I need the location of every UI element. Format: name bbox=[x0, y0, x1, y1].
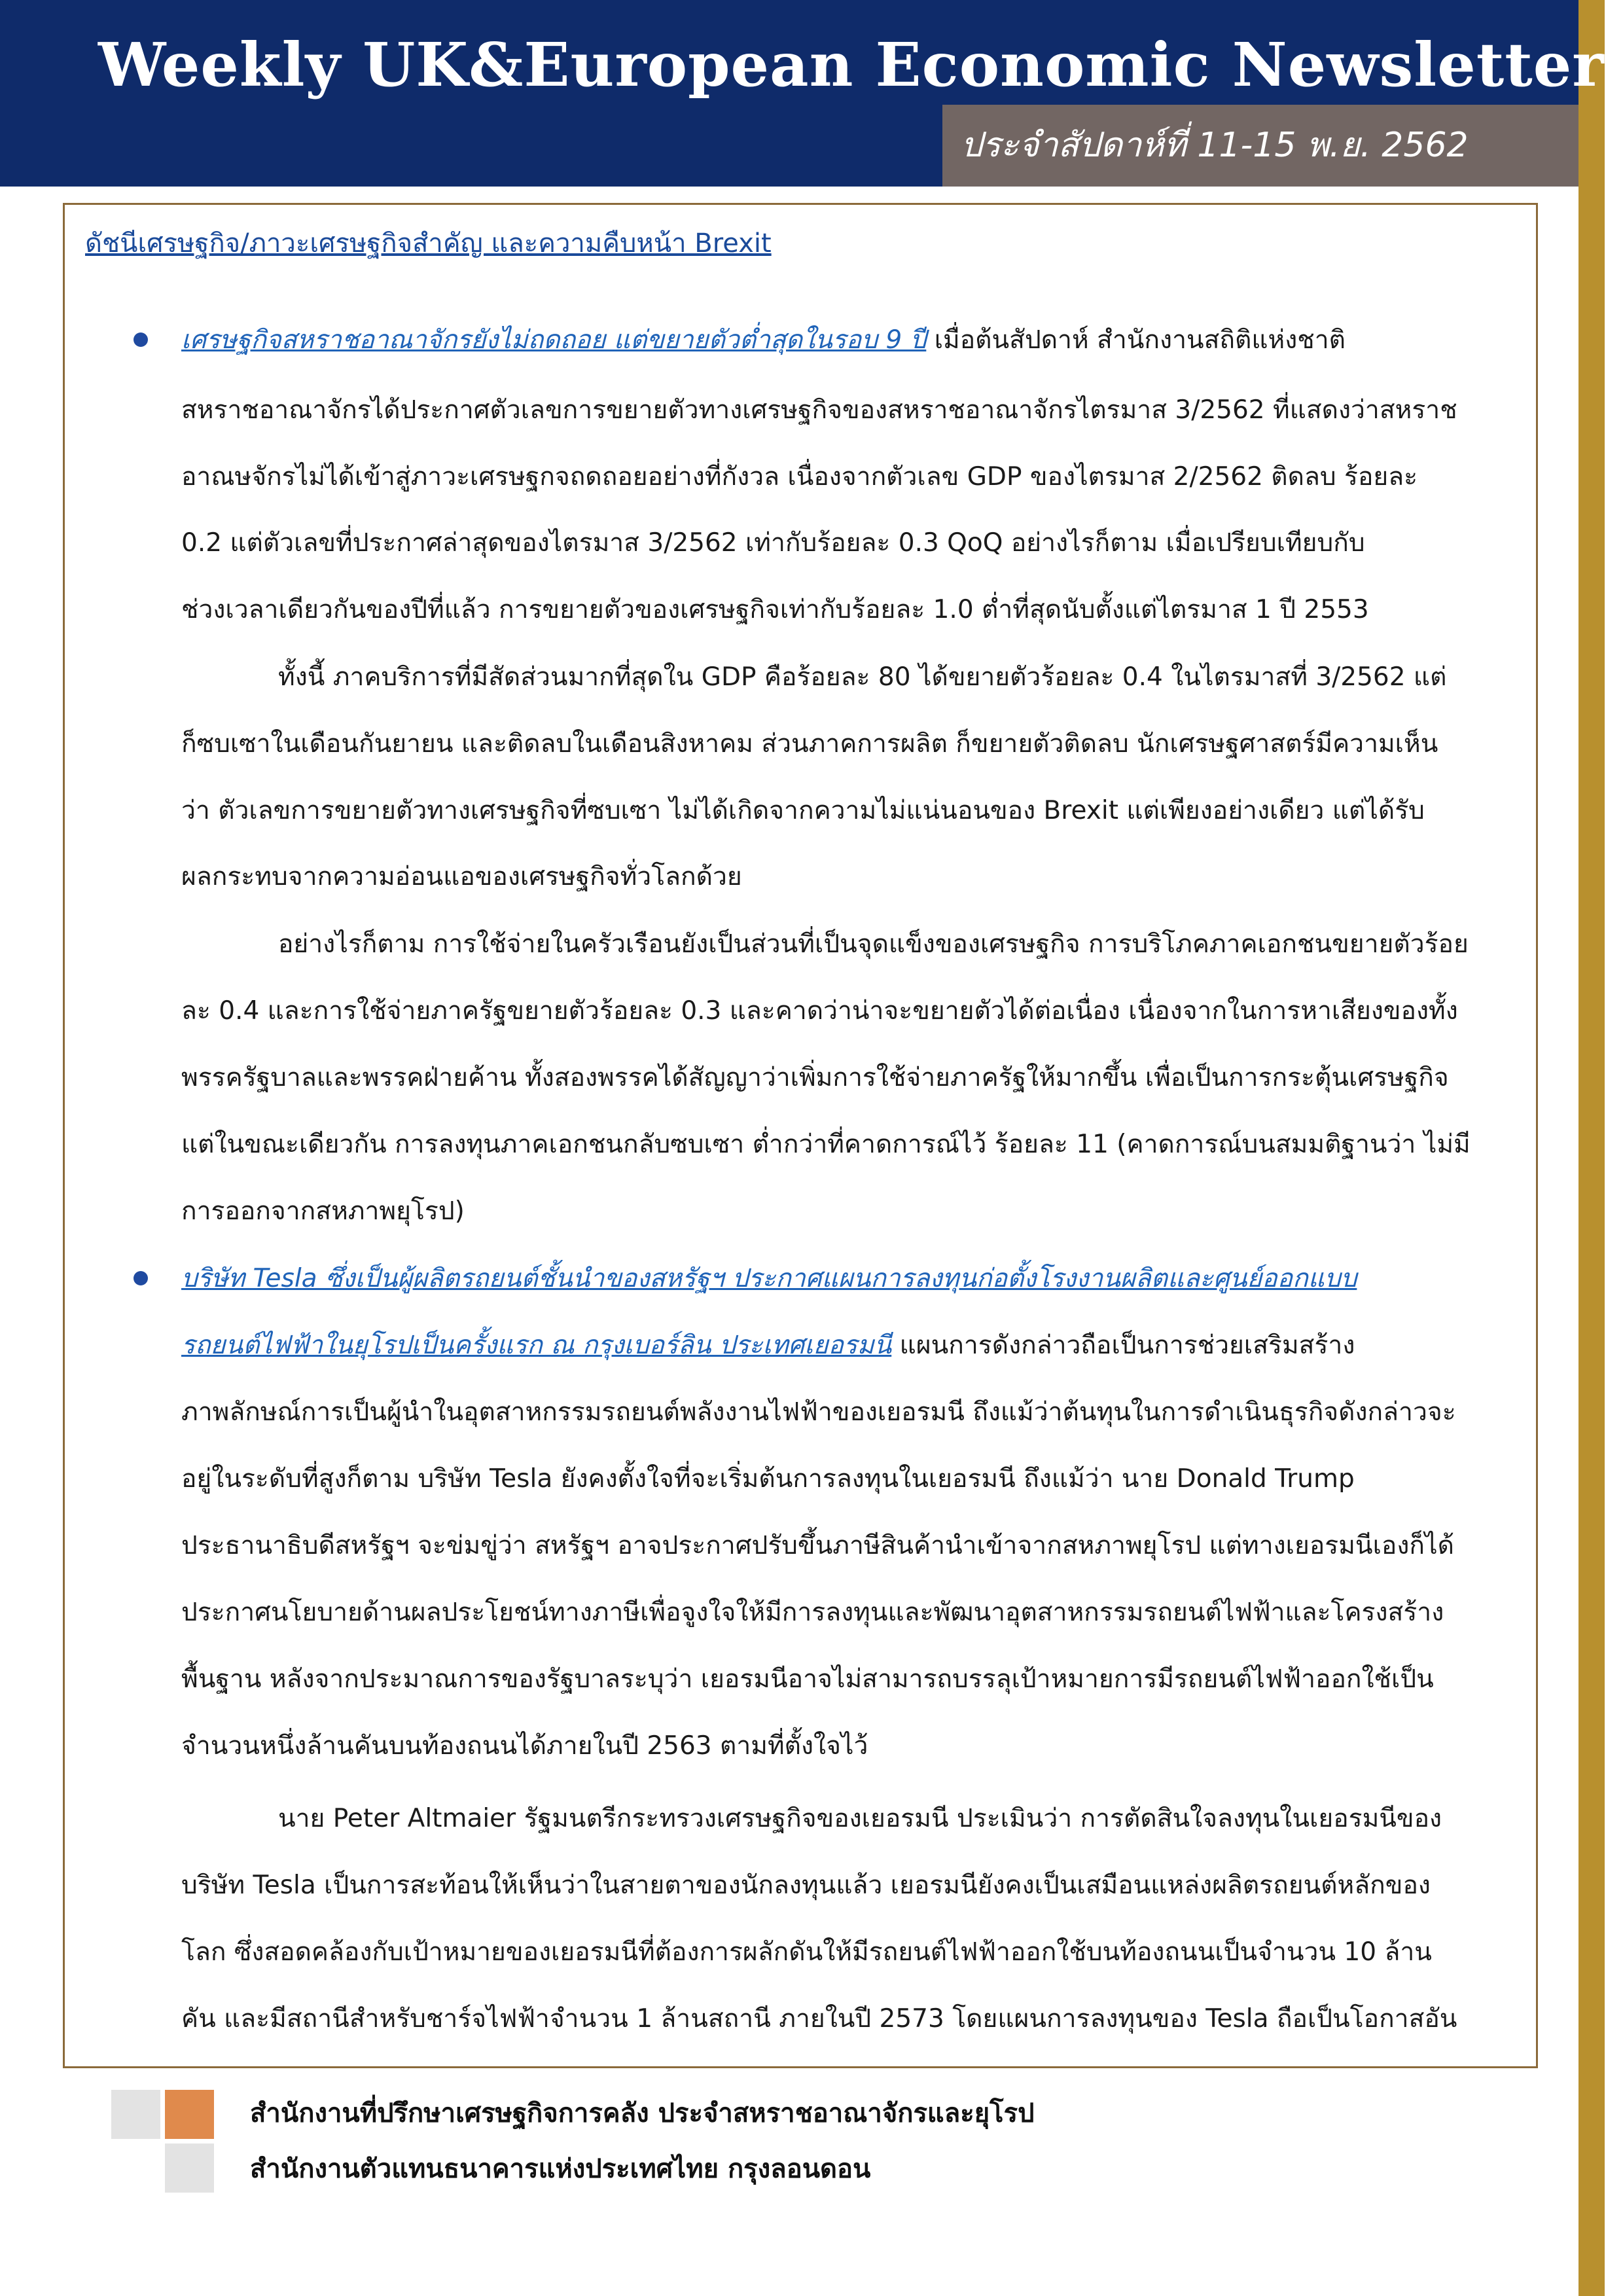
gold-side-stripe bbox=[1578, 0, 1605, 2296]
body-line: คัน และมีสถานีสำหรับชาร์จไฟฟ้าจำนวน 1 ล้านสถานี ภายในปี 2573 โดยแผนการลงทุนของ Tesla ถือเป็นโอกาสอัน bbox=[181, 2004, 1457, 2034]
body-line: แต่ในขณะเดียวกัน การลงทุนภาคเอกชนกลับซบเซา ต่ำกว่าที่คาดการณ์ไว้ ร้อยละ 11 (คาดการณ์บนสมมติฐานว่า ไม่มี bbox=[181, 1130, 1471, 1159]
item-2-headline-line-1 bbox=[181, 1259, 1357, 1299]
body-line: ก็ซบเซาในเดือนกันยายน และติดลบในเดือนสิงหาคม ส่วนภาคการผลิต ก็ขยายตัวติดลบ นักเศรษฐศาสตร์มีความเห็น bbox=[181, 729, 1438, 759]
body-line: นาย Peter Altmaier รัฐมนตรีกระทรวงเศรษฐกิจของเยอรมนี ประเมินว่า การตัดสินใจลงทุนในเยอรมนีของ bbox=[278, 1804, 1442, 1833]
footer-gray-square bbox=[165, 2144, 214, 2193]
footer-office-name: สำนักงานที่ปรึกษาเศรษฐกิจการคลัง ประจำสหราชอาณาจักรและยุโรป bbox=[250, 2098, 1035, 2128]
body-line: สหราชอาณาจักรได้ประกาศตัวเลขการขยายตัวทางเศรษฐกิจของสหราชอาณาจักรไตรมาส 3/2562 ที่แสดงว่าสหราช bbox=[181, 395, 1457, 425]
body-line: อาณษจักรไม่ได้เข้าสู่ภาวะเศรษฐกจถดถอยอย่างที่กังวล เนื่องจากตัวเลข GDP ของไตรมาส 2/2562 ติดลบ ร้อยละ bbox=[181, 462, 1418, 492]
body-line: ภาพลักษณ์การเป็นผู้นำในอุตสาหกรรมรถยนต์พลังงานไฟฟ้าของเยอรมนี ถึงแม้ว่าต้นทุนในการดำเนินธุรกิจดังกล่าวจะ bbox=[181, 1397, 1456, 1427]
item-2-headline-line-2 bbox=[181, 1326, 1355, 1365]
body-line: การออกจากสหภาพยุโรป) bbox=[181, 1196, 465, 1226]
section-title[interactable]: ดัชนีเศรษฐกิจ/ภาวะเศรษฐกิจสำคัญ และความคืบหน้า Brexit bbox=[85, 228, 772, 259]
body-line: โลก ซึ่งสอดคล้องกับเป้าหมายของเยอรมนีที่ต้องการผลักดันให้มีรถยนต์ไฟฟ้าออกใช้บนท้องถนนเป็นจำนวน 10 ล้าน bbox=[181, 1937, 1432, 1967]
bullet-icon bbox=[134, 1271, 148, 1285]
body-line: อย่างไรก็ตาม การใช้จ่ายในครัวเรือนยังเป็นส่วนที่เป็นจุดแข็งของเศรษฐกิจ การบริโภคภาคเอกชนขยายตัวร้อย bbox=[278, 929, 1469, 959]
newsletter-title: Weekly UK&European Economic Newsletter bbox=[98, 29, 1605, 100]
bullet-icon bbox=[134, 332, 148, 347]
body-line: ว่า ตัวเลขการขยายตัวทางเศรษฐกิจที่ซบเซา ไม่ได้เกิดจากความไม่แน่นอนของ Brexit แต่เพียงอย่างเดียว แต่ได้รับ bbox=[181, 796, 1425, 825]
item-1-first-line bbox=[181, 321, 1346, 360]
body-line: ละ 0.4 และการใช้จ่ายภาครัฐขยายตัวร้อยละ 0.3 และคาดว่าน่าจะขยายตัวได้ต่อเนื่อง เนื่องจากในการหาเสียงของทั้ง bbox=[181, 996, 1458, 1026]
footer-orange-square bbox=[165, 2090, 214, 2139]
issue-date: ประจำสัปดาห์ที่ 11-15 พ.ย. 2562 bbox=[961, 126, 1469, 165]
body-line: ทั้งนี้ ภาคบริการที่มีสัดส่วนมากที่สุดใน GDP คือร้อยละ 80 ได้ขยายตัวร้อยละ 0.4 ในไตรมาสที่ 3/2562 แต่ bbox=[278, 662, 1447, 692]
body-line: ผลกระทบจากความอ่อนแอของเศรษฐกิจทั่วโลกด้วย bbox=[181, 862, 742, 891]
footer-bank-office: สำนักงานตัวแทนธนาคารแห่งประเทศไทย กรุงลอนดอน bbox=[250, 2154, 871, 2184]
body-line: 0.2 แต่ตัวเลขที่ประกาศล่าสุดของไตรมาส 3/2562 เท่ากับร้อยละ 0.3 QoQ อย่างไรก็ตาม เมื่อเปรียบเทียบกับ bbox=[181, 528, 1365, 558]
body-line: บริษัท Tesla เป็นการสะท้อนให้เห็นว่าในสายตาของนักลงทุนแล้ว เยอรมนียังคงเป็นเสมือนแหล่งผลิตรถยนต์หลักของ bbox=[181, 1871, 1431, 1900]
item-2-headline-link-cont[interactable]: รถยนต์ไฟฟ้าในยุโรปเป็นครั้งแรก ณ กรุงเบอร์ลิน ประเทศเยอรมนี bbox=[181, 1331, 892, 1360]
body-line: ช่วงเวลาเดียวกันของปีที่แล้ว การขยายตัวของเศรษฐกิจเท่ากับร้อยละ 1.0 ต่ำที่สุดนับตั้งแต่ไตรมาส 1 ปี 2553 bbox=[181, 595, 1369, 624]
body-line: พื้นฐาน หลังจากประมาณการของรัฐบาลระบุว่า เยอรมนีอาจไม่สามารถบรรลุเป้าหมายการมีรถยนต์ไฟฟ้าออกใช้เป็น bbox=[181, 1664, 1434, 1694]
body-line: จำนวนหนึ่งล้านคันบนท้องถนนได้ภายในปี 2563 ตามที่ตั้งใจไว้ bbox=[181, 1731, 868, 1761]
item-2-headline-link[interactable]: บริษัท Tesla ซึ่งเป็นผู้ผลิตรถยนต์ชั้นนำของสหรัฐฯ ประกาศแผนการลงทุนก่อตั้งโรงงานผลิตและศูนย์ออกแบบ bbox=[181, 1264, 1357, 1293]
item-1-headline-link[interactable]: เศรษฐกิจสหราชอาณาจักรยังไม่ถดถอย แต่ขยายตัวต่ำสุดในรอบ 9 ปี bbox=[181, 325, 927, 355]
item-2-lead: แผนการดังกล่าวถือเป็นการช่วยเสริมสร้าง bbox=[891, 1331, 1355, 1360]
body-line: อยู่ในระดับที่สูงก็ตาม บริษัท Tesla ยังคงตั้งใจที่จะเริ่มต้นการลงทุนในเยอรมนี ถึงแม้ว่า นาย Donald Trump bbox=[181, 1464, 1355, 1494]
body-line: ประกาศนโยบายด้านผลประโยชน์ทางภาษีเพื่อจูงใจให้มีการลงทุนและพัฒนาอุตสาหกรรมรถยนต์ไฟฟ้าและโครงสร้าง bbox=[181, 1598, 1444, 1627]
body-line: พรรครัฐบาลและพรรคฝ่ายค้าน ทั้งสองพรรคได้สัญญาว่าเพิ่มการใช้จ่ายภาครัฐให้มากขึ้น เพื่อเป็นการกระตุ้นเศรษฐกิจ bbox=[181, 1063, 1449, 1092]
body-line: ประธานาธิบดีสหรัฐฯ จะข่มขู่ว่า สหรัฐฯ อาจประกาศปรับขึ้นภาษีสินค้านำเข้าจากสหภาพยุโรป แต่ทางเยอรมนีเองก็ได้ bbox=[181, 1531, 1454, 1560]
footer-gray-square bbox=[111, 2090, 160, 2139]
item-1-lead: เมื่อต้นสัปดาห์ สำนักงานสถิติแห่งชาติ bbox=[926, 325, 1346, 355]
